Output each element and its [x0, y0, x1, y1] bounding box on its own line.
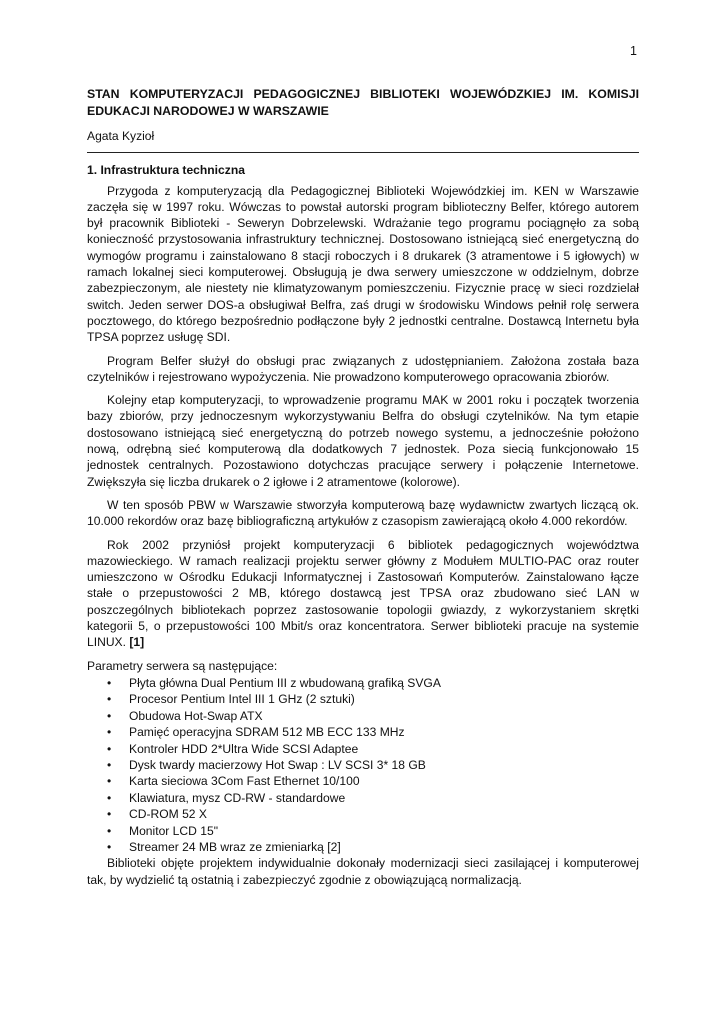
list-item: • Dysk twardy macierzowy Hot Swap : LV SCSI 3* 18 GB: [129, 757, 639, 773]
paragraph-2002: [87, 537, 639, 651]
list-item: • Streamer 24 MB wraz ze zmieniarką [2]: [129, 839, 639, 855]
list-item: • Kontroler HDD 2*Ultra Wide SCSI Adaptee: [129, 741, 639, 757]
author-name: Agata Kyzioł: [87, 129, 155, 143]
reference-1: [1]: [129, 635, 145, 650]
list-item: • Monitor LCD 15": [129, 823, 639, 839]
paragraph: Przygoda z komputeryzacją dla Pedagogicznej Biblioteki Wojewódzkiej im. KEN w Warszawie zaczęła się w 1997 roku. Wówczas to powstał autorski program biblioteczny Belfer, którego autorem był pracownik Biblioteki - Seweryn Dobrzelewski. Wdrażanie tego programu pociągnęło za sobą konieczność przystosowania infrastruktury technicznej. Dostosowano istniejącą sieć energetyczną do wymogów programu i zainstalowano 8 stacji roboczych i 8 drukarek (3 atramentowe i 5 igłowych) w ramach lokalnej sieci komputerowej. Obsługują je dwa serwery umieszczone w oddzielnym, dobrze zabezpieczonym, ale niestety nie klimatyzowanym pomieszczeniu. Fizycznie pracę w sieci rozdzielał switch. Jeden serwer DOS-a obsługiwał Belfra, zaś drugi w środowisku Windows pełnił rolę serwera pocztowego, do którego bezpośrednio podłączone były 2 jednostki centralne. Dostawcą Internetu była TPSA poprzez usługę SDI.: [87, 183, 639, 345]
paragraph-2002-text: Rok 2002 przyniósł projekt komputeryzacji 6 bibliotek pedagogicznych województwa mazowieckiego. W ramach realizacji projektu serwer główny z Modułem MULTIO-PAC oraz router umieszczono w Ośrodku Edukacji Informatycznej i Zastosowań Komputerów. Zainstalowano łącze stałe o przepustowości 2 MB, którego dostawcą jest TPSA oraz zbudowano sieć LAN w poszczególnych bibliotekach poprzez zastosowanie topologii gwiazdy, z wykorzystaniem skrętki kategorii 5, o przepustowości 100 Mbit/s oraz koncentratora. Serwer biblioteki pracuje na systemie LINUX.: [87, 537, 639, 650]
section-heading: 1. Infrastruktura techniczna: [87, 163, 245, 178]
params-intro: Parametry serwera są następujące:: [87, 658, 278, 673]
page-number: 1: [630, 44, 637, 58]
list-item: • Pamięć operacyjna SDRAM 512 MB ECC 133 MHz: [129, 724, 639, 740]
closing-paragraph: Biblioteki objęte projektem indywidualnie dokonały modernizacji sieci zasilającej i komputerowej tak, by wydzielić tą ostatnią i zabezpieczyć zgodnie z obowiązującą normalizacją.: [87, 856, 639, 887]
document-title: STAN KOMPUTERYZACJI PEDAGOGICZNEJ BIBLIOTEKI WOJEWÓDZKIEJ IM. KOMISJI EDUKACJI NARODOWEJ W WARSZAWIE: [87, 87, 639, 118]
list-item: • Obudowa Hot-Swap ATX: [129, 708, 639, 724]
document-body: [87, 86, 639, 888]
list-item: • CD-ROM 52 X: [129, 806, 639, 822]
paragraph: Kolejny etap komputeryzacji, to wprowadzenie programu MAK w 2001 roku i początek tworzenia bazy zbiorów, przy jednoczesnym wykorzystywaniu Belfra do obsługi czytelników. Na tym etapie dostosowano istniejącą sieć energetyczną do potrzeb nowego systemu, a jednocześnie położono nową, odrębną sieć komputerową dla dodatkowych 7 jednostek. Poza siecią funkcjonowało 15 jednostek centralnych. Pozostawiono dotychczas pracujące serwery i połączenie Internetowe. Zwiększyła się liczba drukarek o 2 igłowe i 2 atramentowe (kolorowe).: [87, 393, 639, 489]
list-item: • Procesor Pentium Intel III 1 GHz (2 sztuki): [129, 691, 639, 707]
list-item: • Płyta główna Dual Pentium III z wbudowaną grafiką SVGA: [129, 675, 639, 691]
paragraph: W ten sposób PBW w Warszawie stworzyła komputerową bazę wydawnictw zwartych liczącą ok. 10.000 rekordów oraz bazę bibliograficzną artykułów z czasopism zawierającą około 4.000 rekordów.: [87, 497, 639, 529]
paragraph: Program Belfer służył do obsługi prac związanych z udostępnianiem. Założona została baza czytelników i rejestrowano wypożyczenia. Nie prowadzono komputerowego opracowania zbiorów.: [87, 353, 639, 384]
list-item: • Karta sieciowa 3Com Fast Ethernet 10/100: [129, 773, 639, 789]
list-item: • Klawiatura, mysz CD-RW - standardowe: [129, 790, 639, 806]
title-divider: [87, 152, 639, 153]
server-params-list: [87, 675, 639, 855]
